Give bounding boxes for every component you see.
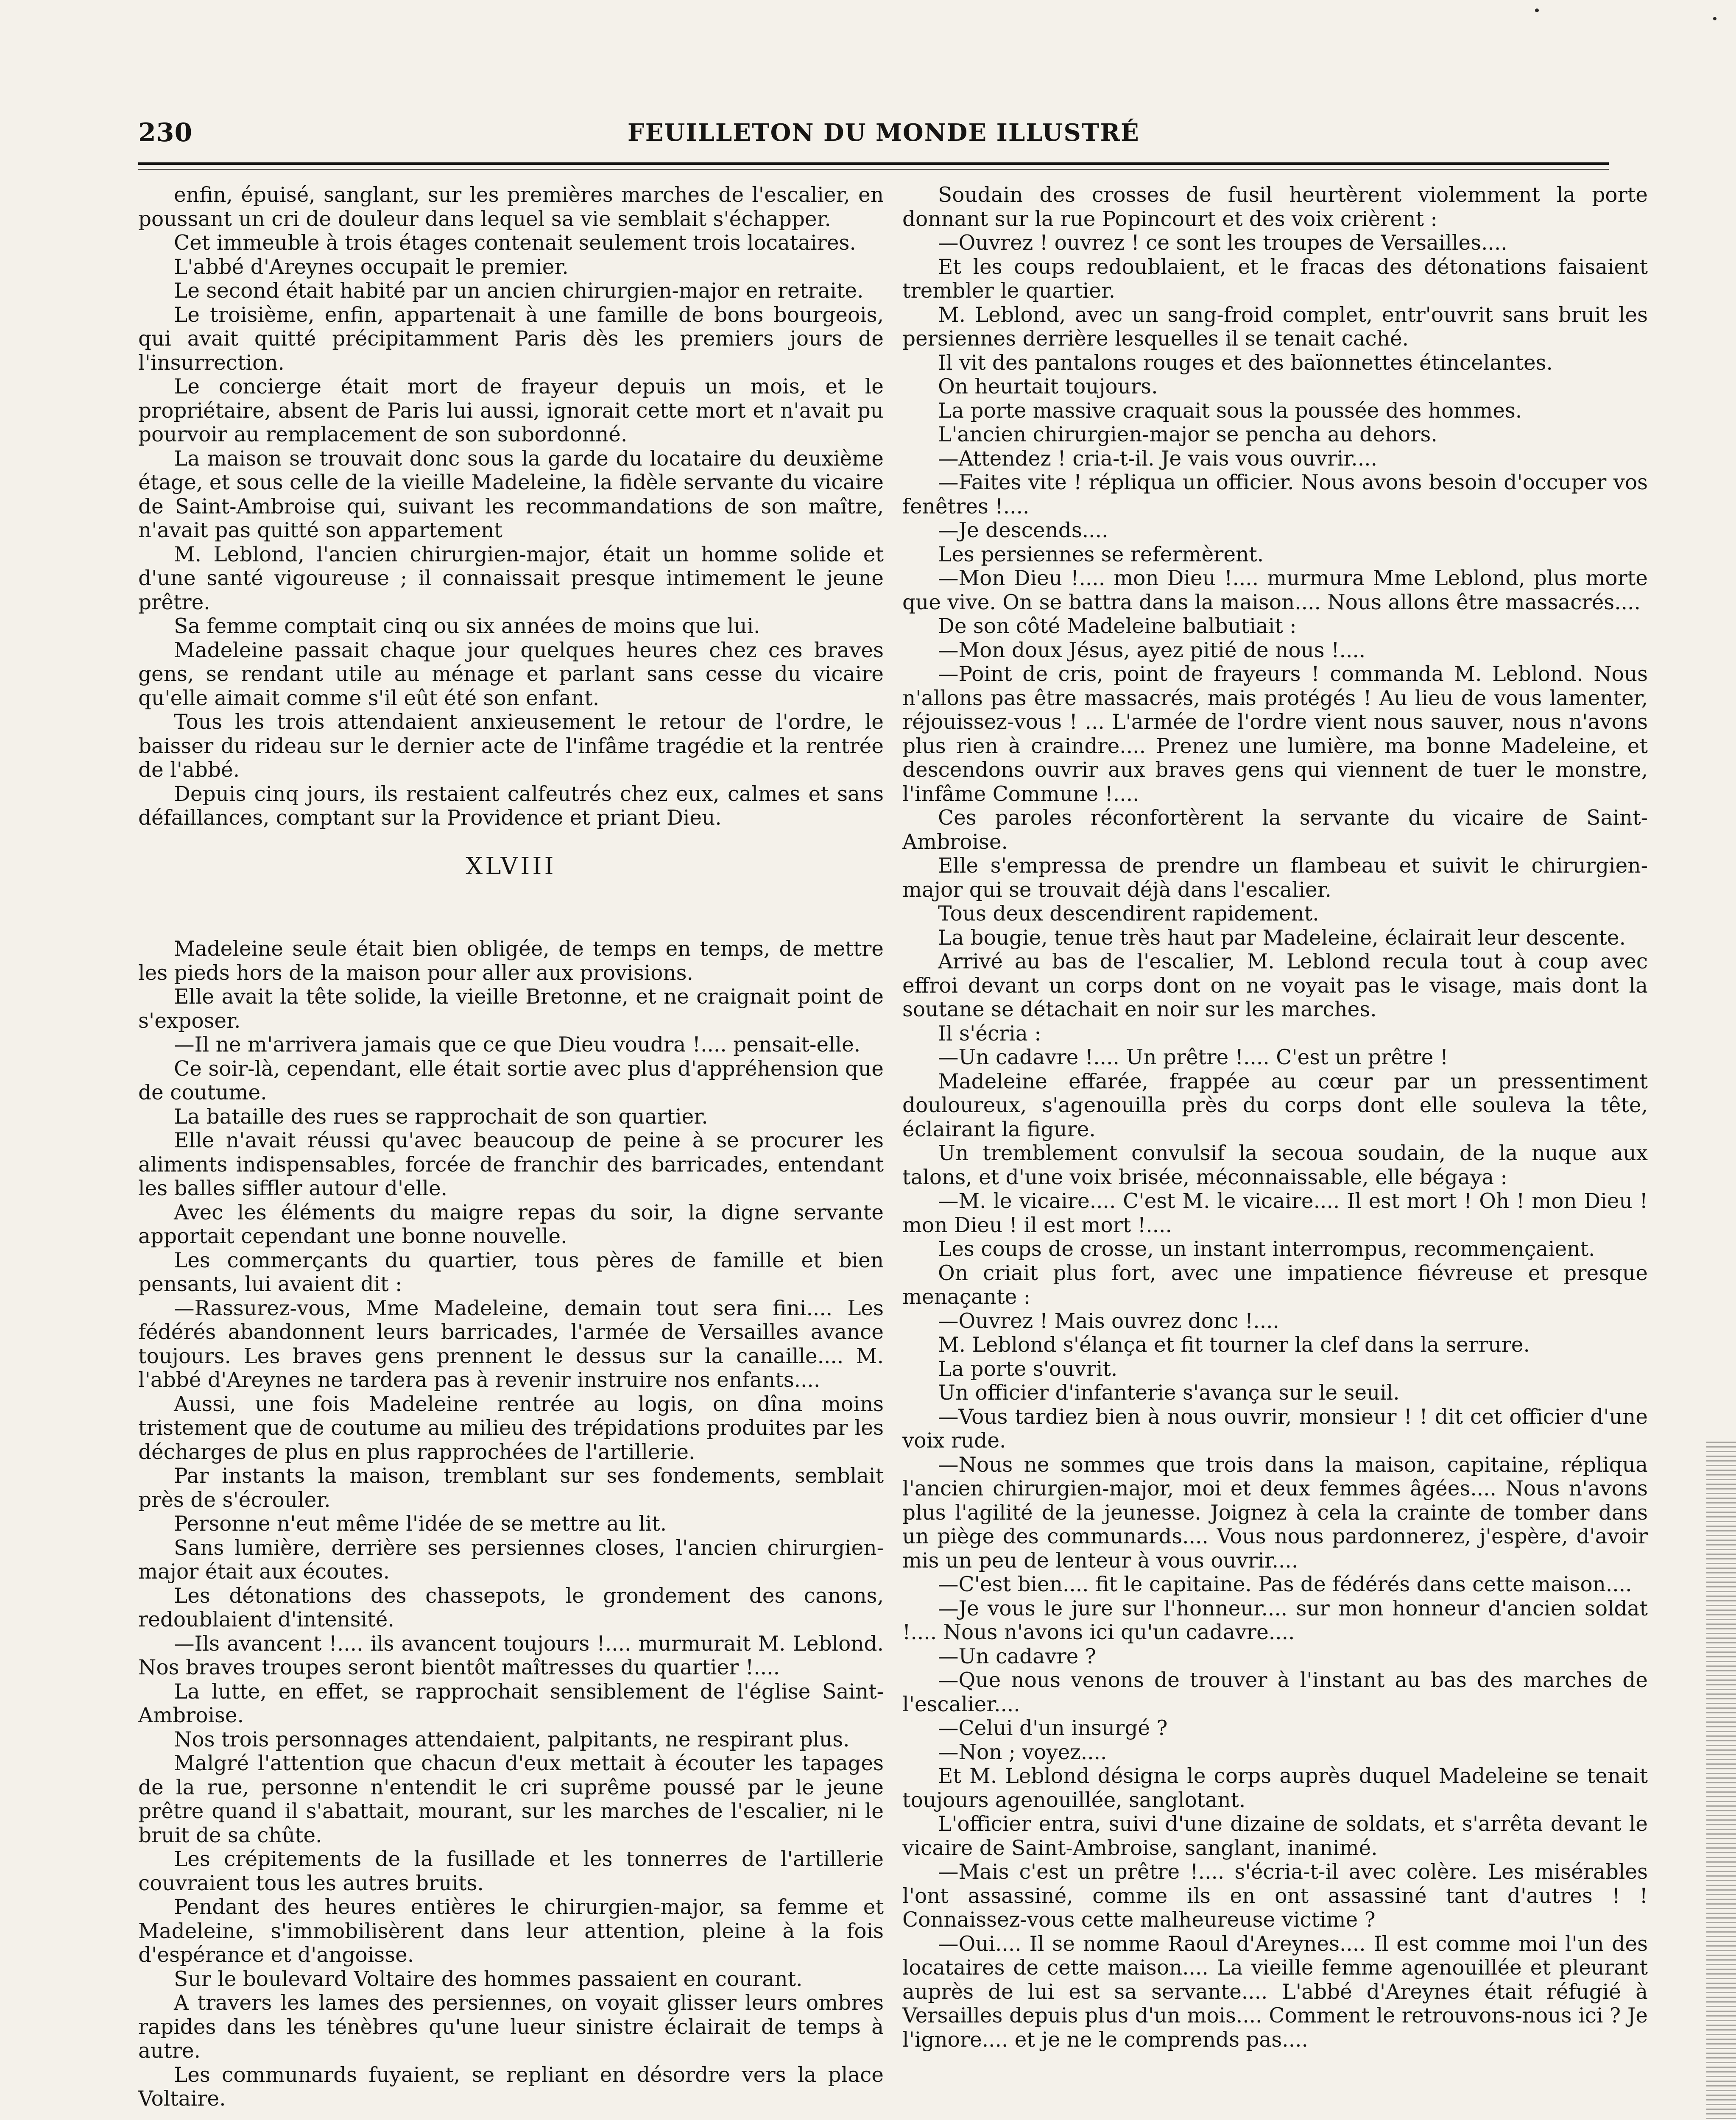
paragraph: Cet immeuble à trois étages contenait seulement trois locataires. — [174, 231, 856, 255]
page-number: 230 — [138, 118, 193, 148]
paragraph: —Point de cris, point de frayeurs ! commanda M. Leblond. Nous n'allons pas être massacrés, mais protégés ! Au lieu de vous lamenter, réjouissez-vous ! ... L'armée de l'ordre vient nous sauver, nous n'avons plus rien à craindre.... Prenez une lumière, ma bonne Madeleine, et descendons ouvrir aux braves gens qui viennent de tuer le monstre, l'infâme Commune !.... — [902, 662, 1648, 806]
paragraph: —Mais c'est un prêtre !.... s'écria-t-il avec colère. Les misérables l'ont assassiné, comme ils en ont assassiné tant d'autres ! ! Connaissez-vous cette malheureuse victime ? — [902, 1860, 1648, 1932]
paragraph: Les commerçants du quartier, tous pères de famille et bien pensants, lui avaient dit : — [138, 1248, 884, 1296]
paragraph: Malgré l'attention que chacun d'eux mettait à écouter les tapages de la rue, personne n'entendit le cri suprême poussé par le jeune prêtre quand il s'abattait, mourant, sur les marches de l'escalier, ni le bruit de sa chûte. — [138, 1752, 884, 1847]
paragraph: Et les coups redoublaient, et le fracas des détonations faisaient trembler le quartier. — [902, 255, 1648, 303]
paragraph: Par instants la maison, tremblant sur ses fondements, semblait près de s'écrouler. — [138, 1464, 884, 1512]
paragraph: —Ouvrez ! ouvrez ! ce sont les troupes de Versailles.... — [938, 231, 1507, 255]
paragraph: Le troisième, enfin, appartenait à une famille de bons bourgeois, qui avait quitté précipitamment Paris dès les premiers jours de l'insurrection. — [138, 303, 884, 375]
paragraph: La porte s'ouvrit. — [938, 1357, 1118, 1381]
paragraph: Sa femme comptait cinq ou six années de moins que lui. — [174, 614, 760, 638]
header-rule-thin — [138, 169, 1609, 170]
paragraph: —Celui d'un insurgé ? — [938, 1716, 1168, 1740]
left-column — [138, 183, 884, 2111]
paragraph: —Oui.... Il se nomme Raoul d'Areynes.... Il est comme moi l'un des locataires de cette maison.... La vieille femme agenouillée et pleurant auprès de lui est sa servante.... L'abbé d'Areynes était réfugié à Versailles depuis plus d'un mois.... Comment le retrouvons-nous ici ? Je l'ignore.... et je ne le comprends pas.... — [902, 1932, 1648, 2052]
paragraph: Soudain des crosses de fusil heurtèrent violemment la porte donnant sur la rue Popincourt et des voix crièrent : — [902, 183, 1648, 231]
header-rule-thick — [138, 162, 1609, 165]
paragraph: Le second était habité par un ancien chirurgien-major en retraite. — [174, 279, 864, 303]
paragraph: —Je vous le jure sur l'honneur.... sur mon honneur d'ancien soldat !.... Nous n'avons ici qu'un cadavre.... — [902, 1596, 1648, 1644]
chapter-heading: XLVIII — [466, 852, 556, 880]
paragraph: M. Leblond, l'ancien chirurgien-major, était un homme solide et d'une santé vigoureuse ; il connaissait presque intimement le jeune prêtre. — [138, 542, 884, 614]
paragraph: Nos trois personnages attendaient, palpitants, ne respirant plus. — [174, 1727, 850, 1752]
paragraph: —Un cadavre ? — [938, 1644, 1096, 1668]
paragraph: —Attendez ! cria-t-il. Je vais vous ouvrir.... — [938, 446, 1378, 471]
paragraph: —Un cadavre !.... Un prêtre !.... C'est un prêtre ! — [938, 1046, 1449, 1069]
paragraph: On heurtait toujours. — [938, 375, 1158, 399]
paragraph: —Nous ne sommes que trois dans la maison, capitaine, répliqua l'ancien chirurgien-major, moi et deux femmes âgées.... Nous n'avons plus l'agilité de la jeunesse. Joignez à cela la crainte de tomber dans un piège des communards.... Vous nous pardonnerez, j'espère, d'avoir mis un peu de lenteur à vous ouvrir.... — [902, 1453, 1648, 1573]
paragraph: Il s'écria : — [938, 1021, 1041, 1046]
paragraph: —Faites vite ! répliqua un officier. Nous avons besoin d'occuper vos fenêtres !.... — [902, 471, 1648, 519]
paragraph: Ce soir-là, cependant, elle était sortie avec plus d'appréhension que de coutume. — [138, 1057, 884, 1105]
paragraph: Madeleine seule était bien obligée, de temps en temps, de mettre les pieds hors de la maison pour aller aux provisions. — [138, 937, 884, 985]
right-column — [902, 183, 1648, 2052]
paragraph: On criait plus fort, avec une impatience fiévreuse et presque menaçante : — [902, 1261, 1648, 1309]
paragraph: Les communards fuyaient, se repliant en désordre vers la place Voltaire. — [138, 2063, 884, 2111]
paragraph: Madeleine effarée, frappée au cœur par un pressentiment douloureux, s'agenouilla près du corps dont elle souleva la tête, éclairant la figure. — [902, 1069, 1648, 1141]
paragraph: Pendant des heures entières le chirurgien-major, sa femme et Madeleine, s'immobilisèrent dans leur attention, pleine à la fois d'espérance et d'angoisse. — [138, 1895, 884, 1967]
paragraph: enfin, épuisé, sanglant, sur les premières marches de l'escalier, en poussant un cri de douleur dans lequel sa vie semblait s'échapper. — [138, 183, 884, 231]
paragraph: —Ouvrez ! Mais ouvrez donc !.... — [938, 1309, 1279, 1333]
paragraph: Un tremblement convulsif la secoua soudain, de la nuque aux talons, et d'une voix brisée, méconnaissable, elle bégaya : — [902, 1141, 1648, 1189]
paragraph: Aussi, une fois Madeleine rentrée au logis, on dîna moins tristement que de coutume au milieu des trépidations produites par les décharges de plus en plus rapprochées de l'artillerie. — [138, 1392, 884, 1464]
paragraph: Un officier d'infanterie s'avança sur le seuil. — [938, 1381, 1400, 1405]
paragraph: Et M. Leblond désigna le corps auprès duquel Madeleine se tenait toujours agenouillée, sanglotant. — [902, 1764, 1648, 1812]
paragraph: —Il ne m'arrivera jamais que ce que Dieu voudra !.... pensait-elle. — [174, 1033, 861, 1057]
paragraph: Les crépitements de la fusillade et les tonnerres de l'artillerie couvraient tous les autres bruits. — [138, 1847, 884, 1895]
paragraph: Madeleine passait chaque jour quelques heures chez ces braves gens, se rendant utile au ménage et parlant sans cesse du vicaire qu'elle aimait comme s'il eût été son enfant. — [138, 638, 884, 710]
paragraph: M. Leblond, avec un sang-froid complet, entr'ouvrit sans bruit les persiennes derrière lesquelles il se tenait caché. — [902, 303, 1648, 351]
running-title: FEUILLETON DU MONDE ILLUSTRÉ — [628, 119, 1140, 147]
paragraph: La bataille des rues se rapprochait de son quartier. — [174, 1105, 708, 1129]
paragraph: Personne n'eut même l'idée de se mettre au lit. — [174, 1512, 667, 1536]
paragraph: —Vous tardiez bien à nous ouvrir, monsieur ! ! dit cet officier d'une voix rude. — [902, 1405, 1648, 1453]
paragraph: Elle s'empressa de prendre un flambeau et suivit le chirurgien-major qui se trouvait déjà dans l'escalier. — [902, 854, 1648, 902]
paragraph: Tous deux descendirent rapidement. — [938, 902, 1319, 926]
paragraph: Les persiennes se refermèrent. — [938, 542, 1264, 566]
paragraph: La bougie, tenue très haut par Madeleine, éclairait leur descente. — [938, 926, 1626, 950]
paragraph: —Ils avancent !.... ils avancent toujours !.... murmurait M. Leblond. Nos braves troupes seront bientôt maîtresses du quartier !.... — [138, 1632, 884, 1679]
paragraph: Ces paroles réconfortèrent la servante du vicaire de Saint-Ambroise. — [902, 806, 1648, 854]
paragraph: —Mon doux Jésus, ayez pitié de nous !.... — [938, 638, 1366, 662]
left-column-before-chapter — [138, 183, 884, 830]
left-column-after-chapter — [138, 937, 884, 2111]
paragraph: —Non ; voyez.... — [938, 1740, 1107, 1764]
paragraph: —C'est bien.... fit le capitaine. Pas de fédérés dans cette maison.... — [938, 1573, 1632, 1596]
paragraph: La maison se trouvait donc sous la garde du locataire du deuxième étage, et sous celle de la vieille Madeleine, la fidèle servante du vicaire de Saint-Ambroise qui, suivant les recommandations de son maître, n'avait pas quitté son appartement — [138, 446, 884, 542]
scan-speck — [1535, 8, 1539, 12]
paragraph: —Je descends.... — [938, 519, 1108, 542]
paragraph: Tous les trois attendaient anxieusement le retour de l'ordre, le baisser du rideau sur le dernier acte de l'infâme tragédie et la rentrée de l'abbé. — [138, 710, 884, 782]
paragraph: Depuis cinq jours, ils restaient calfeutrés chez eux, calmes et sans défaillances, comptant sur la Providence et priant Dieu. — [138, 782, 884, 830]
scan-speck — [1713, 17, 1716, 20]
paragraph: L'officier entra, suivi d'une dizaine de soldats, et s'arrêta devant le vicaire de Saint-Ambroise, sanglant, inanimé. — [902, 1812, 1648, 1860]
paragraph: —Mon Dieu !.... mon Dieu !.... murmura Mme Leblond, plus morte que vive. On se battra dans la maison.... Nous allons être massacrés.... — [902, 566, 1648, 614]
paragraph: —M. le vicaire.... C'est M. le vicaire.... Il est mort ! Oh ! mon Dieu ! mon Dieu ! il est mort !.... — [902, 1189, 1648, 1237]
paragraph: Elle n'avait réussi qu'avec beaucoup de peine à se procurer les aliments indispensables, forcée de franchir des barricades, entendant les balles siffler autour d'elle. — [138, 1129, 884, 1200]
paragraph: Le concierge était mort de frayeur depuis un mois, et le propriétaire, absent de Paris lui aussi, ignorait cette mort et n'avait pu pourvoir au remplacement de son subordonné. — [138, 375, 884, 446]
paragraph: La porte massive craquait sous la poussée des hommes. — [938, 399, 1522, 423]
paragraph: Il vit des pantalons rouges et des baïonnettes étincelantes. — [938, 351, 1553, 375]
paragraph: M. Leblond s'élança et fit tourner la clef dans la serrure. — [938, 1333, 1530, 1357]
paragraph: De son côté Madeleine balbutiait : — [938, 614, 1297, 638]
paragraph: A travers les lames des persiennes, on voyait glisser leurs ombres rapides dans les ténèbres qu'une lueur sinistre éclairait de temps à autre. — [138, 1991, 884, 2063]
paragraph: Les coups de crosse, un instant interrompus, recommençaient. — [938, 1237, 1595, 1261]
paragraph: Avec les éléments du maigre repas du soir, la digne servante apportait cependant une bonne nouvelle. — [138, 1200, 884, 1248]
paragraph: —Que nous venons de trouver à l'instant au bas des marches de l'escalier.... — [902, 1668, 1648, 1716]
paragraph: La lutte, en effet, se rapprochait sensiblement de l'église Saint-Ambroise. — [138, 1679, 884, 1727]
scan-edge-noise — [1706, 1442, 1736, 2120]
paragraph: Sans lumière, derrière ses persiennes closes, l'ancien chirurgien-major était aux écoutes. — [138, 1536, 884, 1584]
right-column-body — [902, 183, 1648, 2052]
paragraph: Sur le boulevard Voltaire des hommes passaient en courant. — [174, 1967, 803, 1991]
paragraph: Les détonations des chassepots, le grondement des canons, redoublaient d'intensité. — [138, 1584, 884, 1632]
paragraph: L'abbé d'Areynes occupait le premier. — [174, 255, 569, 279]
paragraph: Arrivé au bas de l'escalier, M. Leblond recula tout à coup avec effroi devant un corps dont on ne voyait pas le visage, mais dont la soutane se détachait en noir sur les marches. — [902, 950, 1648, 1021]
paragraph: Elle avait la tête solide, la vieille Bretonne, et ne craignait point de s'exposer. — [138, 985, 884, 1033]
paragraph: L'ancien chirurgien-major se pencha au dehors. — [938, 423, 1437, 446]
paragraph: —Rassurez-vous, Mme Madeleine, demain tout sera fini.... Les fédérés abandonnent leurs barricades, l'armée de Versailles avance toujours. Les braves gens prennent le dessus sur la canaille.... M. l'abbé d'Areynes ne tardera pas à revenir instruire nos enfants.... — [138, 1296, 884, 1392]
